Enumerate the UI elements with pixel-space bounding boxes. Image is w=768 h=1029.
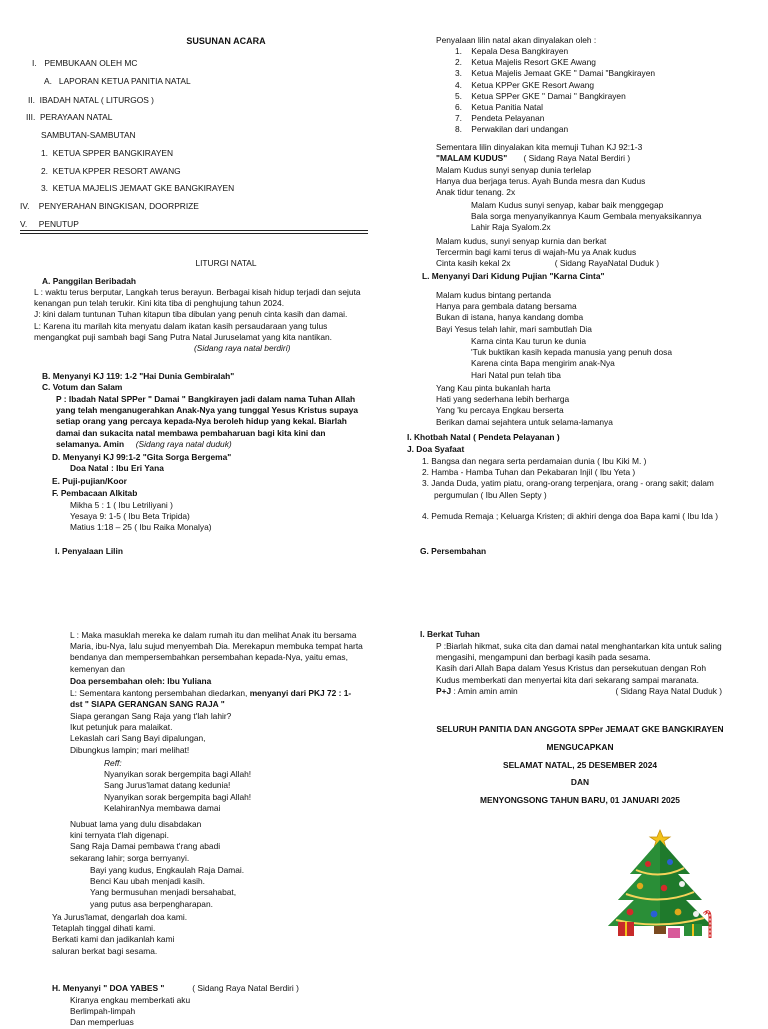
doa-natal: Doa Natal : Ibu Eri Yana <box>70 463 164 473</box>
song-reff: Reff: Nyanyikan sorak bergempita bagi Allah! Sang Jurus'lamat datang kedunia! Nyanyikan sorak bergempita bagi Allah! KelahiranNya membawa damai <box>104 758 252 813</box>
song-title: dst " SIAPA GERANGAN SANG RAJA " <box>70 699 225 709</box>
berkat-text: P :Biarlah hikmat, suka cita dan damai natal menghantarkan kita untuk saling mengasihi, mengampuni dan berbagi kasih pada sesama. Kasih dari Allah Bapa dalam Yesus Kristus dan persekutuan dengan Roh Kudus memberkati dan menyertai kita dari sekarang sampai maranata. P+J : Amin amin amin ( Sidang Raya Natal Duduk ) <box>436 641 723 696</box>
section-i-line: I. Penyalaan Lilin <box>55 546 123 556</box>
closing-line-1: SELURUH PANITIA DAN ANGGOTA SPPer JEMAAT GKE BANGKIRAYEN <box>436 724 724 734</box>
persembahan-text: L : Maka masuklah mereka ke dalam rumah itu dan melihat Anak itu bersama Maria, ibu-Nya, lalu sujud menyembah Dia. Merekapun membuka tempat harta bendanya dan mempersembahkan persembahan kepada-Nya, yaitu emas, kemenyan dan <box>70 630 363 674</box>
susunan-item: I. PEMBUKAAN OLEH MC <box>32 58 138 68</box>
liturgi-title: LITURGI NATAL <box>195 258 257 268</box>
section-a-text: L : waktu terus berputar, Langkah terus berayun. Berbagai kisah hidup terjadi dan sejuta kenangan pun telah terukir. Kini kita tiba di penghujung tahun 2024. J: kini dalam tuntunan Tuhan kitapun tiba dibulan yang penuh cinta kasih dan damai. L: Karena itu marilah kita menyatu dalam ikatan kasih persaudaraan yang tulus mengangkat puji sambah bagi Sang Putra Natal Juruselamat yang kita nantikan. (Sidang raya natal berdiri) <box>34 287 361 354</box>
susunan-item: 1. KETUA SPPER BANGKIRAYEN <box>41 148 174 158</box>
malam-kudus-verse-2: Malam Kudus sunyi senyap, kabar baik menggegap Bala sorga menyanyikannya Kaum Gembala menyaksikannya Lahir Raja Syalom.2x <box>471 200 702 233</box>
karna-cinta-verse-1: Malam kudus bintang pertanda Hanya para gembala datang bersama Bukan di istana, hanya kandang domba Bayi Yesus telah lahir, mari sambutlah Dia <box>436 290 592 334</box>
malam-kudus-verse-3: Malam kudus, sunyi senyap kurnia dan berkat Tercermin bagi kami terus di wajah-Mu ya Anak kudus Cinta kasih kekal 2x ( Sidang RayaNatal Duduk ) <box>436 236 659 269</box>
section-doa-syafaat: J. Doa Syafaat <box>407 444 465 454</box>
susunan-item: A. LAPORAN KETUA PANITIA NATAL <box>44 76 191 86</box>
karna-cinta-reff: Karna cinta Kau turun ke dunia 'Tuk buktikan kasih kepada manusia yang penuh dosa Karena cinta Bapa mengirim anak-Nya Hari Natal pun telah tiba <box>471 336 673 380</box>
song-verse-4: Ya Jurus'lamat, dengarlah doa kami. Tetaplah tinggal dihati kami. Berkati kami dan jadikanlah kami saluran berkat bagi sesama. <box>52 912 188 956</box>
doa-persembahan: Doa persembahan oleh: Ibu Yuliana <box>70 676 212 686</box>
divider-line <box>20 230 368 231</box>
song-verse-2: Nubuat lama yang dulu disabdakan kini ternyata t'lah digenapi. Sang Raja Damai pembawa t'rang abadi sekarang lahir; sorga bernyanyi. <box>70 819 221 863</box>
christmas-tree-image <box>600 826 720 942</box>
closing-line-3: SELAMAT NATAL, 25 DESEMBER 2024 <box>502 760 658 770</box>
persembahan-song-intro: L: Sementara kantong persembahan diedarkan, menyanyi dari PKJ 72 : 1- <box>70 688 352 698</box>
susunan-item: II. IBADAH NATAL ( LITURGOS ) <box>28 95 154 105</box>
section-l-line: L. Menyanyi Dari Kidung Pujian "Karna Cinta" <box>422 271 605 281</box>
doa-syafaat-list: 1. Bangsa dan negara serta perdamaian dunia ( Ibu Kiki M. ) 2. Hamba - Hamba Tuhan dan Pekabaran Injil ( Ibu Yeta ) 3. Janda Duda, yatim piatu, orang-orang terpenjara, orang - orang sakit; dalam pergumulan ( Ibu Allen Septy ) <box>422 456 714 500</box>
karna-cinta-verse-2: Yang Kau pinta bukanlah harta Hati yang sederhana lebih berharga Yang 'ku percaya Engkau berserta Berikan damai sejahtera untuk selama-lamanya <box>436 383 613 427</box>
closing-line-4: DAN <box>570 777 590 787</box>
doa-syafaat-4: 4. Pemuda Remaja ; Keluarga Kristen; di akhiri denga doa Bapa kami ( Ibu Ida ) <box>422 511 719 521</box>
lilin-list: 1. Kepala Desa Bangkirayen 2. Ketua Majelis Resort GKE Awang 3. Ketua Majelis Jemaat GKE " Damai "Bangkirayen 4. Ketua KPPer GKE Resort Awang 5. Ketua SPPer GKE " Damai " Bangkirayen 6. Ketua Panitia Natal 7. Pendeta Pelayanan 8. Perwakilan dari undangan <box>455 46 656 135</box>
section-persembahan: G. Persembahan <box>420 546 487 556</box>
divider-line <box>20 233 368 234</box>
bacaan-list: Mikha 5 : 1 ( Ibu Letriliyani ) Yesaya 9: 1-5 ( Ibu Beta Tripida) Matius 1:18 – 25 ( Ibu Raika Monalya) <box>70 500 212 533</box>
susunan-item: IV. PENYERAHAN BINGKISAN, DOORPRIZE <box>20 201 199 211</box>
song-verse-3: Bayi yang kudus, Engkaulah Raja Damai. Benci Kau ubah menjadi kasih. Yang bermusuhan menjadi bersahabat, yang putus asa berpengharapan. <box>90 865 245 909</box>
susunan-acara-title: SUSUNAN ACARA <box>186 36 266 46</box>
section-h-line: H. Menyanyi " DOA YABES " ( Sidang Raya Natal Berdiri ) <box>52 983 299 993</box>
votum-text: P : Ibadah Natal SPPer " Damai " Bangkirayen jadi dalam nama Tuhan Allah yang telah menganugerahkan Anak-Nya yang tunggal Yesus Kristus supaya setiap orang yang percaya kepada-Nya beroleh hidup yang kekal. Biarlah damai dan sukacita natal membawa pembaharuan bagi kita kini dan selamanya. Amin (Sidang raya natal duduk) <box>56 394 359 449</box>
section-c-line: C. Votum dan Salam <box>42 382 123 392</box>
doa-yabes-lyrics: Kiranya engkau memberkati aku Berlimpah-limpah Dan memperluas <box>70 995 191 1028</box>
section-berkat: I. Berkat Tuhan <box>420 629 480 639</box>
section-khotbah: I. Khotbah Natal ( Pendeta Pelayanan ) <box>407 432 560 442</box>
susunan-item: SAMBUTAN-SAMBUTAN <box>41 130 136 140</box>
section-e-line: E. Puji-pujian/Koor <box>52 476 127 486</box>
closing-line-5: MENYONGSONG TAHUN BARU, 01 JANUARI 2025 <box>480 795 680 805</box>
section-f-line: F. Pembacaan Alkitab <box>52 488 138 498</box>
song-verse-1: Siapa gerangan Sang Raja yang t'lah lahir? Ikut petunjuk para malaikat. Lekaslah cari Sang Bayi dipalungan, Dibungkus lampin; mari melihat! <box>70 711 232 755</box>
susunan-item: III. PERAYAAN NATAL <box>26 112 113 122</box>
kj-intro: Sementara lilin dinyalakan kita memuji Tuhan KJ 92:1-3 <box>436 142 643 152</box>
susunan-item: V. PENUTUP <box>20 219 79 229</box>
susunan-item: 3. KETUA MAJELIS JEMAAT GKE BANGKIRAYEN <box>41 183 235 193</box>
lilin-intro: Penyalaan lilin natal akan dinyalakan oleh : <box>436 35 597 45</box>
section-b-line: B. Menyanyi KJ 119: 1-2 "Hai Dunia Gembiralah" <box>42 371 235 381</box>
section-d-line: D. Menyanyi KJ 99:1-2 "Gita Sorga Bergema" <box>52 452 232 462</box>
malam-kudus-verse-1: Malam Kudus sunyi senyap dunia terlelap Hanya dua berjaga terus. Ayah Bunda mesra dan Kudus Anak tidur tenang. 2x <box>436 165 646 198</box>
closing-line-2: MENGUCAPKAN <box>546 742 614 752</box>
malam-kudus-title: "MALAM KUDUS" ( Sidang Raya Natal Berdiri ) <box>436 153 631 163</box>
section-a-title: A. Panggilan Beribadah <box>42 276 137 286</box>
susunan-item: 2. KETUA KPPER RESORT AWANG <box>41 166 181 176</box>
